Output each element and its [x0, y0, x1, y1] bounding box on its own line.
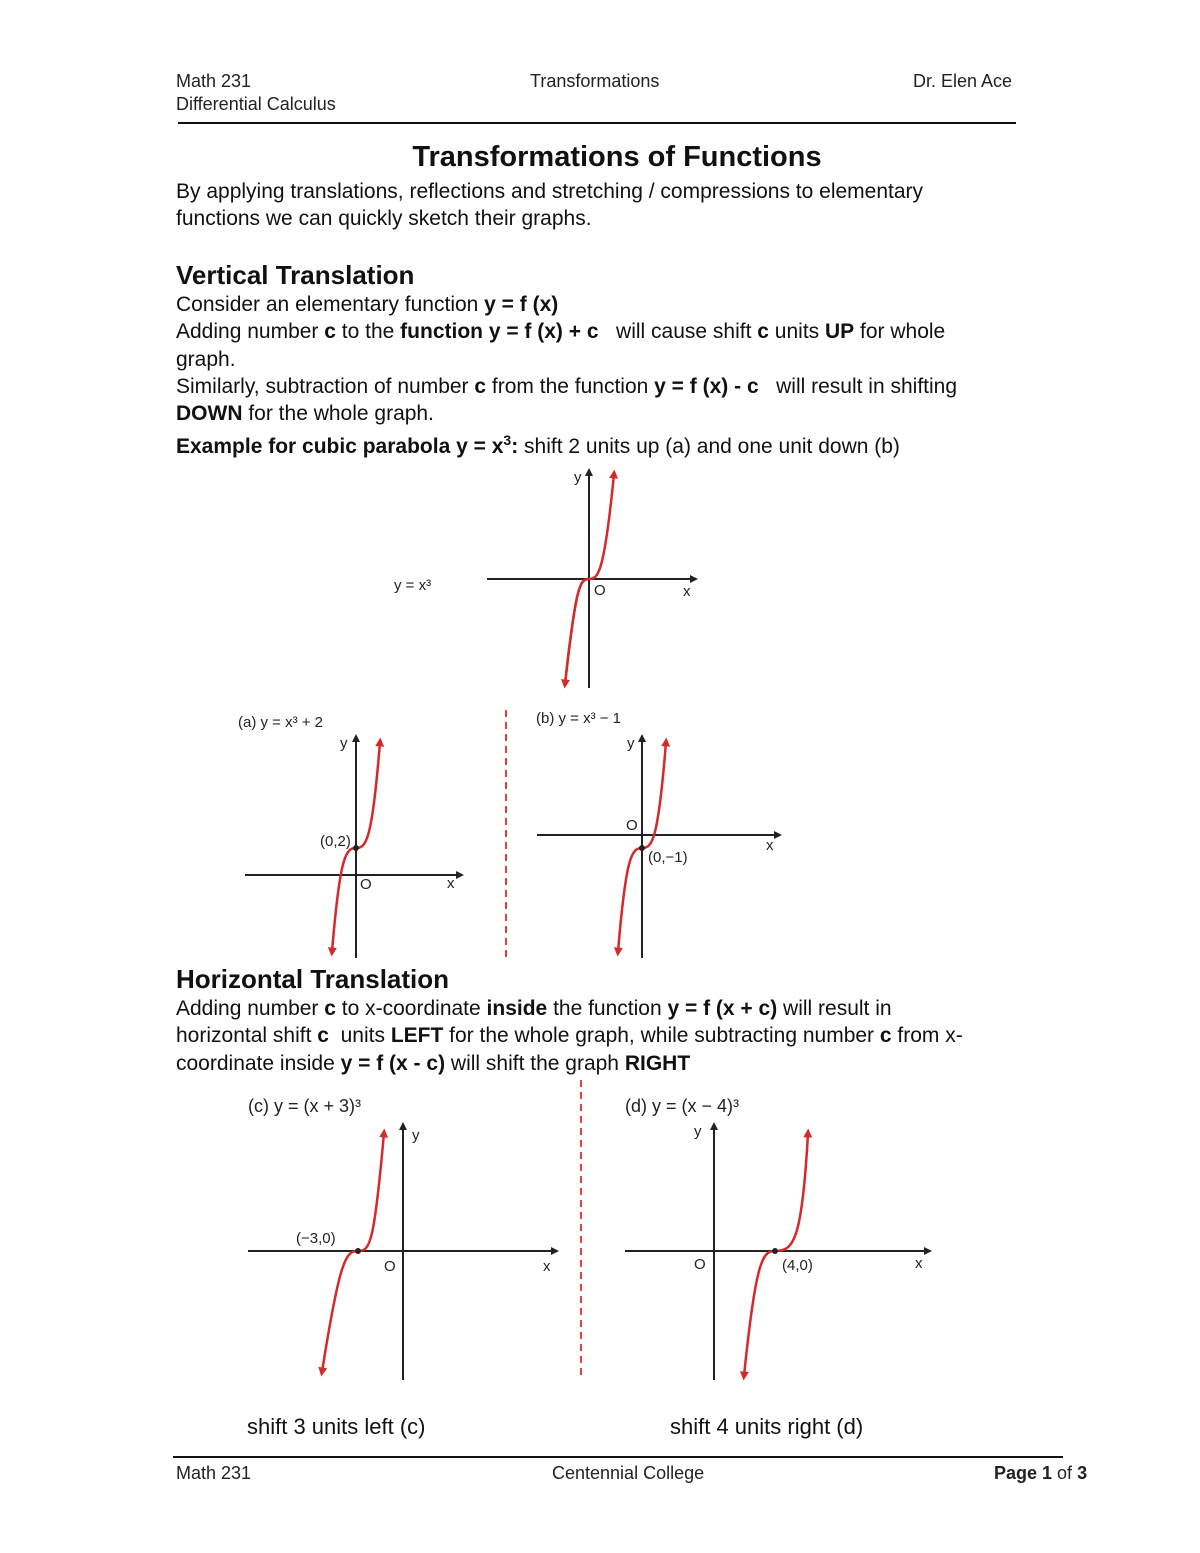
- page-of: of: [1052, 1463, 1078, 1483]
- graph-main: [394, 469, 694, 688]
- footer-course: Math 231: [176, 1463, 252, 1483]
- text: for the whole graph, while subtracting number: [443, 1024, 880, 1048]
- text-line: graph.: [176, 347, 236, 371]
- point-marker: [355, 1248, 361, 1254]
- origin-label: O: [360, 876, 372, 893]
- axis-label-y: y: [412, 1127, 420, 1144]
- text: horizontal shift: [176, 1024, 318, 1048]
- curve: [356, 742, 380, 848]
- text: shift 2 units up (a) and one unit down (b): [518, 435, 900, 459]
- intro-line: By applying translations, reflections and stretching / compressions to elementary: [176, 180, 924, 203]
- curve: [642, 742, 666, 848]
- emphasis: DOWN: [176, 402, 243, 426]
- page-current: 1: [1042, 1463, 1053, 1483]
- curve: [358, 1133, 384, 1251]
- text: Consider an elementary function: [176, 293, 485, 316]
- horizontal-paragraph: [176, 995, 1076, 1077]
- text-line: [176, 1022, 1076, 1049]
- formula: y = f (x): [484, 293, 559, 316]
- axis-label-x: x: [543, 1258, 551, 1275]
- header-course: Math 231: [176, 71, 252, 91]
- text-line: [176, 1050, 1076, 1077]
- origin-label: O: [694, 1256, 706, 1273]
- axis-label-x: x: [766, 837, 774, 854]
- graph-label: (c) y = (x + 3)³: [248, 1096, 362, 1116]
- formula: y = f (x - c): [340, 1051, 446, 1075]
- origin-label: O: [594, 582, 606, 599]
- curve: [744, 1251, 775, 1376]
- page-total: 3: [1077, 1463, 1088, 1483]
- emphasis: inside: [486, 997, 548, 1020]
- page-word: Page: [994, 1463, 1043, 1483]
- formula: :: [511, 435, 519, 459]
- formula: c: [324, 320, 336, 344]
- text: coordinate inside: [176, 1051, 341, 1075]
- axis-label-y: y: [694, 1123, 702, 1140]
- origin-label: O: [384, 1258, 396, 1275]
- formula: c: [757, 320, 769, 344]
- point-marker: [639, 845, 645, 851]
- text: Similarly, subtraction of number: [176, 374, 475, 398]
- footer-rule: [173, 1456, 1063, 1458]
- intro-line: functions we can quickly sketch their graphs.: [176, 207, 592, 231]
- emphasis: Example for cubic parabola: [176, 435, 457, 459]
- curve: [332, 848, 356, 952]
- axis-label-x: x: [447, 875, 455, 892]
- header-subject: Differential Calculus: [176, 94, 336, 114]
- header-topic: Transformations: [530, 71, 660, 91]
- curve: [775, 1133, 808, 1251]
- formula: y = f (x) - c: [654, 374, 759, 398]
- point-marker: [353, 845, 359, 851]
- text: to x-coordinate: [335, 997, 487, 1020]
- curve: [618, 848, 642, 952]
- formula: y = f (x + c): [667, 997, 778, 1020]
- page-title: Transformations of Functions: [412, 141, 822, 173]
- text: Adding number: [176, 997, 325, 1020]
- section-heading-horizontal: Horizontal Translation: [176, 964, 450, 994]
- text: for the whole graph.: [242, 402, 434, 426]
- text: Adding number: [176, 320, 325, 344]
- point-label: (0,2): [320, 833, 351, 850]
- graph-c: [248, 1096, 555, 1380]
- emphasis: RIGHT: [624, 1051, 691, 1075]
- text-line: [176, 995, 1076, 1022]
- axis-label-y: y: [574, 469, 582, 486]
- footer-college: Centennial College: [552, 1463, 705, 1483]
- text: units: [328, 1024, 391, 1048]
- text: will cause shift: [598, 320, 758, 344]
- axis-label-x: x: [683, 583, 691, 600]
- text: will shift the graph: [445, 1051, 625, 1075]
- formula: c: [879, 1024, 892, 1048]
- page-number: [994, 1463, 1087, 1484]
- curve: [322, 1251, 358, 1372]
- text: units: [768, 320, 825, 344]
- section-heading-vertical: Vertical Translation: [176, 260, 415, 290]
- curve: [565, 579, 589, 684]
- graph-b: [536, 710, 778, 958]
- axis-label-y: y: [340, 735, 348, 752]
- origin-label: O: [626, 817, 638, 834]
- superscript: 3: [503, 432, 512, 449]
- graph-d: [625, 1096, 928, 1380]
- point-label: (0,−1): [648, 849, 688, 866]
- point-marker: [772, 1248, 778, 1254]
- axis-label-x: x: [915, 1255, 923, 1272]
- formula: c: [317, 1024, 329, 1048]
- caption-c: shift 3 units left (c): [247, 1414, 426, 1439]
- graph-label: (b) y = x³ − 1: [536, 710, 622, 727]
- point-label: (4,0): [782, 1257, 813, 1274]
- point-label: (−3,0): [296, 1230, 336, 1247]
- text: from x-: [891, 1024, 963, 1048]
- graph-a: [238, 714, 460, 958]
- emphasis: function: [400, 320, 483, 344]
- text: from the function: [486, 374, 655, 398]
- graph-label: (d) y = (x − 4)³: [625, 1096, 740, 1116]
- text: will result in shifting: [758, 374, 958, 398]
- caption-d: shift 4 units right (d): [670, 1414, 864, 1439]
- formula: c: [324, 997, 336, 1020]
- graph-label: y = x³: [394, 577, 432, 594]
- formula: y = f (x) + c: [482, 320, 599, 344]
- emphasis: LEFT: [390, 1024, 444, 1048]
- formula: c: [474, 374, 487, 398]
- text: the function: [547, 997, 668, 1020]
- formula: y = x: [456, 435, 504, 459]
- graph-label: (a) y = x³ + 2: [238, 714, 324, 731]
- axis-label-y: y: [627, 735, 635, 752]
- text: for whole: [854, 320, 946, 344]
- text: to the: [335, 320, 401, 344]
- header-instructor: Dr. Elen Ace: [913, 71, 1013, 91]
- text: will result in: [777, 997, 892, 1020]
- emphasis: UP: [825, 320, 855, 344]
